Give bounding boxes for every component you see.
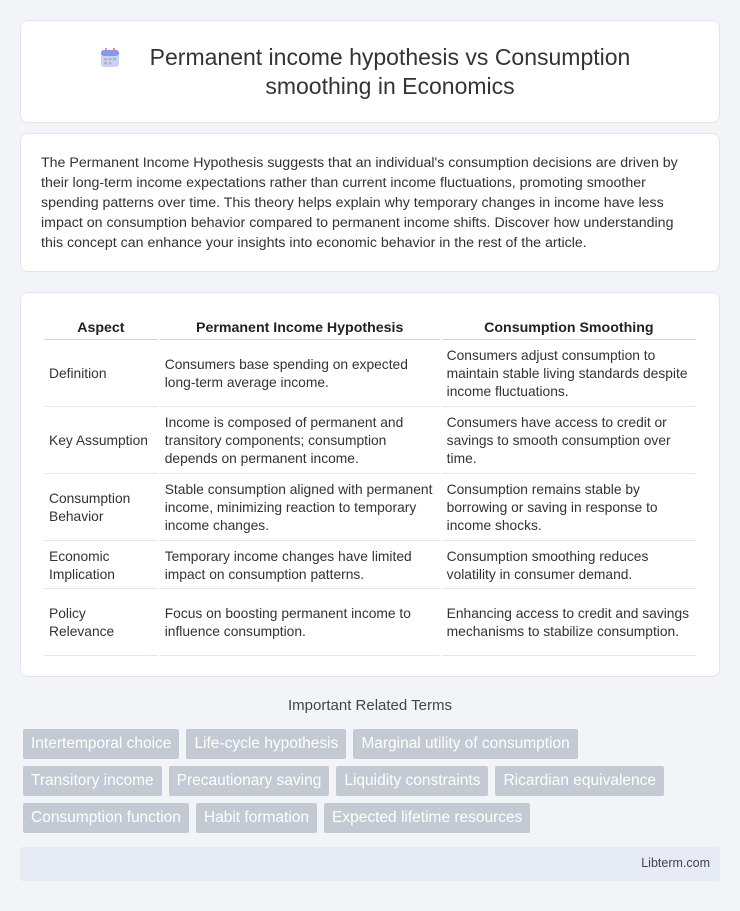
related-terms-list xyxy=(23,729,703,833)
footer xyxy=(20,847,720,881)
intro-text: The Permanent Income Hypothesis suggests that an individual's consumption decisions are driven by their long-term income expectations rather than current income fluctuations, promoting smoother spending patterns over time. This theory helps explain why temporary changes in income have less impact on consumption behavior compared to permanent income shifts. Discover how understanding this concept can enhance your insights into economic behavior in the rest of the article. xyxy=(41,155,678,251)
row-consumption-smoothing: Consumption smoothing reduces volatility in consumer demand. xyxy=(442,543,696,589)
row-permanent-income: Income is composed of permanent and transitory components; consumption depends on permanent income. xyxy=(160,409,440,474)
footer-site-link[interactable]: Libterm.com xyxy=(641,856,710,870)
related-term-tag[interactable]: Expected lifetime resources xyxy=(324,803,530,833)
page-title: Permanent income hypothesis vs Consumption smoothing in Economics xyxy=(149,44,631,99)
row-aspect: Key Assumption xyxy=(44,409,158,474)
related-term-tag[interactable]: Liquidity constraints xyxy=(336,766,488,796)
related-term-tag[interactable]: Intertemporal choice xyxy=(23,729,179,759)
intro-card xyxy=(20,133,720,272)
row-permanent-income: Focus on boosting permanent income to influence consumption. xyxy=(160,591,440,656)
row-aspect: Definition xyxy=(44,342,158,407)
row-permanent-income: Stable consumption aligned with permanent income, minimizing reaction to temporary income changes. xyxy=(160,476,440,541)
comparison-table xyxy=(42,314,698,658)
related-term-tag[interactable]: Marginal utility of consumption xyxy=(353,729,578,759)
related-term-tag[interactable]: Habit formation xyxy=(196,803,317,833)
row-aspect: Consumption Behavior xyxy=(44,476,158,541)
row-consumption-smoothing: Consumers adjust consumption to maintain stable living standards despite income fluctuations. xyxy=(442,342,696,407)
header-consumption-smoothing: Consumption Smoothing xyxy=(442,316,696,340)
comparison-card xyxy=(20,292,720,677)
related-term-tag[interactable]: Consumption function xyxy=(23,803,189,833)
row-permanent-income: Consumers base spending on expected long-term average income. xyxy=(160,342,440,407)
title-card xyxy=(20,20,720,123)
table-row xyxy=(44,543,696,589)
related-term-tag[interactable]: Transitory income xyxy=(23,766,162,796)
row-consumption-smoothing: Enhancing access to credit and savings mechanisms to stabilize consumption. xyxy=(442,591,696,656)
row-consumption-smoothing: Consumption remains stable by borrowing or saving in response to income shocks. xyxy=(442,476,696,541)
table-row xyxy=(44,476,696,541)
table-row xyxy=(44,342,696,407)
row-permanent-income: Temporary income changes have limited impact on consumption patterns. xyxy=(160,543,440,589)
header-aspect: Aspect xyxy=(44,316,158,340)
related-term-tag[interactable]: Precautionary saving xyxy=(169,766,330,796)
row-aspect: Economic Implication xyxy=(44,543,158,589)
related-terms-title: Important Related Terms xyxy=(288,697,452,714)
table-row xyxy=(44,591,696,656)
row-consumption-smoothing: Consumers have access to credit or savings to smooth consumption over time. xyxy=(442,409,696,474)
table-header-row xyxy=(44,316,696,340)
row-aspect: Policy Relevance xyxy=(44,591,158,656)
related-term-tag[interactable]: Ricardian equivalence xyxy=(495,766,664,796)
related-term-tag[interactable]: Life-cycle hypothesis xyxy=(186,729,346,759)
header-permanent-income: Permanent Income Hypothesis xyxy=(160,316,440,340)
table-row xyxy=(44,409,696,474)
